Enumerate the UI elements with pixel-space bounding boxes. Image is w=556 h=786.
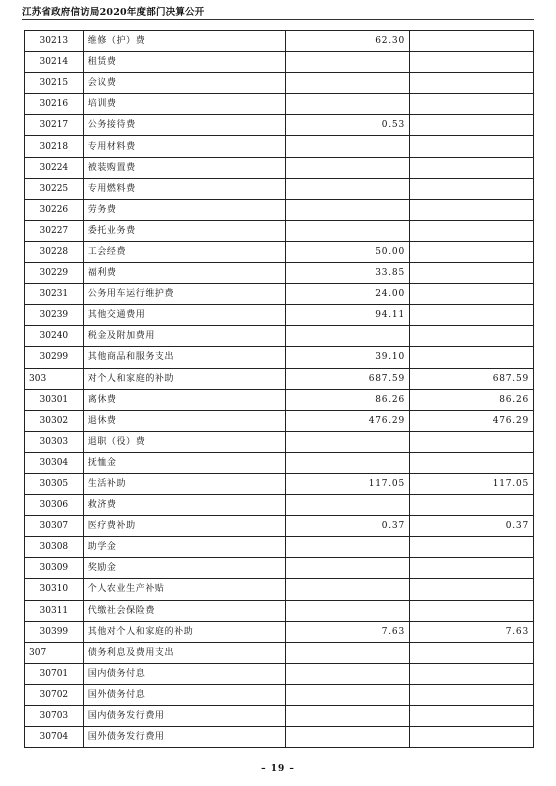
personnel-amount-cell: 7.63 [409,621,533,642]
code-cell: 30304 [25,452,84,473]
total-amount-cell: 33.85 [286,263,410,284]
table-row [25,241,534,262]
personnel-amount-cell [409,178,533,199]
personnel-amount-cell [409,642,533,663]
item-name-cell: 被装购置费 [83,157,285,178]
code-cell: 30299 [25,347,84,368]
total-amount-cell [286,495,410,516]
item-name-cell: 抚恤金 [83,452,285,473]
table-row [25,178,534,199]
total-amount-cell: 62.30 [286,31,410,52]
code-cell: 30229 [25,263,84,284]
item-name-cell: 其他商品和服务支出 [83,347,285,368]
table-row [25,537,534,558]
table-row [25,284,534,305]
table-row [25,410,534,431]
personnel-amount-cell [409,220,533,241]
personnel-amount-cell [409,600,533,621]
code-cell: 30307 [25,516,84,537]
total-amount-cell [286,600,410,621]
code-cell: 303 [25,368,84,389]
total-amount-cell [286,684,410,705]
item-name-cell: 国内债务发行费用 [83,706,285,727]
total-amount-cell: 476.29 [286,410,410,431]
item-name-cell: 专用燃料费 [83,178,285,199]
table-row [25,663,534,684]
table-row [25,706,534,727]
code-cell: 30302 [25,410,84,431]
page-number: – 19 – [261,764,295,774]
total-amount-cell: 0.37 [286,516,410,537]
item-name-cell: 其他交通费用 [83,305,285,326]
code-cell: 30704 [25,727,84,748]
total-amount-cell [286,220,410,241]
personnel-amount-cell: 86.26 [409,389,533,410]
code-cell: 30224 [25,157,84,178]
code-cell: 30216 [25,94,84,115]
personnel-amount-cell [409,31,533,52]
code-cell: 30228 [25,241,84,262]
total-amount-cell [286,73,410,94]
personnel-amount-cell [409,73,533,94]
item-name-cell: 退职（役）费 [83,431,285,452]
code-cell: 307 [25,642,84,663]
table-row [25,389,534,410]
total-amount-cell: 117.05 [286,473,410,494]
table-row [25,157,534,178]
total-amount-cell [286,94,410,115]
code-cell: 30305 [25,473,84,494]
personnel-amount-cell: 476.29 [409,410,533,431]
total-amount-cell: 0.53 [286,115,410,136]
total-amount-cell: 94.11 [286,305,410,326]
item-name-cell: 维修（护）费 [83,31,285,52]
item-name-cell: 公务接待费 [83,115,285,136]
code-cell: 30218 [25,136,84,157]
table-row [25,727,534,748]
total-amount-cell: 39.10 [286,347,410,368]
table-row [25,263,534,284]
code-cell: 30703 [25,706,84,727]
table-row [25,326,534,347]
total-amount-cell: 7.63 [286,621,410,642]
total-amount-cell [286,157,410,178]
code-cell: 30217 [25,115,84,136]
table-row [25,199,534,220]
item-name-cell: 国外债务发行费用 [83,727,285,748]
personnel-amount-cell [409,684,533,705]
code-cell: 30227 [25,220,84,241]
personnel-amount-cell [409,94,533,115]
code-cell: 30306 [25,495,84,516]
code-cell: 30702 [25,684,84,705]
item-name-cell: 公务用车运行维护费 [83,284,285,305]
table-row [25,31,534,52]
table-row [25,600,534,621]
personnel-amount-cell [409,495,533,516]
personnel-amount-cell: 687.59 [409,368,533,389]
item-name-cell: 债务利息及费用支出 [83,642,285,663]
code-cell: 30225 [25,178,84,199]
total-amount-cell [286,579,410,600]
item-name-cell: 工会经费 [83,241,285,262]
personnel-amount-cell: 117.05 [409,473,533,494]
personnel-amount-cell [409,558,533,579]
personnel-amount-cell [409,326,533,347]
item-name-cell: 租赁费 [83,52,285,73]
item-name-cell: 培训费 [83,94,285,115]
total-amount-cell [286,452,410,473]
total-amount-cell [286,326,410,347]
personnel-amount-cell [409,727,533,748]
personnel-amount-cell [409,284,533,305]
table-row [25,621,534,642]
table-row [25,684,534,705]
personnel-amount-cell [409,706,533,727]
item-name-cell: 代缴社会保险费 [83,600,285,621]
total-amount-cell [286,52,410,73]
item-name-cell: 医疗费补助 [83,516,285,537]
total-amount-cell [286,199,410,220]
code-cell: 30399 [25,621,84,642]
personnel-amount-cell [409,263,533,284]
total-amount-cell [286,663,410,684]
table-row [25,115,534,136]
item-name-cell: 福利费 [83,263,285,284]
personnel-amount-cell [409,157,533,178]
item-name-cell: 救济费 [83,495,285,516]
total-amount-cell [286,706,410,727]
table-row [25,73,534,94]
code-cell: 30301 [25,389,84,410]
item-name-cell: 会议费 [83,73,285,94]
item-name-cell: 奖励金 [83,558,285,579]
table-row [25,579,534,600]
table-row [25,558,534,579]
item-name-cell: 委托业务费 [83,220,285,241]
personnel-amount-cell [409,115,533,136]
table-row [25,94,534,115]
table-row [25,136,534,157]
personnel-amount-cell [409,305,533,326]
code-cell: 30701 [25,663,84,684]
category-row [25,368,534,389]
item-name-cell: 专用材料费 [83,136,285,157]
code-cell: 30213 [25,31,84,52]
item-name-cell: 离休费 [83,389,285,410]
table-row [25,347,534,368]
item-name-cell: 其他对个人和家庭的补助 [83,621,285,642]
personnel-amount-cell [409,579,533,600]
code-cell: 30303 [25,431,84,452]
item-name-cell: 税金及附加费用 [83,326,285,347]
personnel-amount-cell: 0.37 [409,516,533,537]
personnel-amount-cell [409,452,533,473]
item-name-cell: 助学金 [83,537,285,558]
item-name-cell: 生活补助 [83,473,285,494]
code-cell: 30215 [25,73,84,94]
code-cell: 30309 [25,558,84,579]
header-divider [22,19,534,20]
total-amount-cell [286,558,410,579]
code-cell: 30310 [25,579,84,600]
item-name-cell: 对个人和家庭的补助 [83,368,285,389]
table-row [25,52,534,73]
code-cell: 30240 [25,326,84,347]
total-amount-cell: 86.26 [286,389,410,410]
total-amount-cell [286,727,410,748]
personnel-amount-cell [409,241,533,262]
table-row [25,495,534,516]
table-row [25,220,534,241]
total-amount-cell: 50.00 [286,241,410,262]
category-row [25,642,534,663]
expenditure-table-body [25,31,534,748]
code-cell: 30239 [25,305,84,326]
expenditure-table [24,30,534,748]
table-row [25,516,534,537]
personnel-amount-cell [409,431,533,452]
item-name-cell: 国外债务付息 [83,684,285,705]
total-amount-cell: 24.00 [286,284,410,305]
table-row [25,473,534,494]
code-cell: 30226 [25,199,84,220]
page-header-title: 江苏省政府信访局2020年度部门决算公开 [22,7,205,18]
personnel-amount-cell [409,136,533,157]
personnel-amount-cell [409,199,533,220]
total-amount-cell [286,178,410,199]
personnel-amount-cell [409,537,533,558]
personnel-amount-cell [409,347,533,368]
total-amount-cell [286,431,410,452]
code-cell: 30311 [25,600,84,621]
item-name-cell: 劳务费 [83,199,285,220]
code-cell: 30308 [25,537,84,558]
code-cell: 30231 [25,284,84,305]
table-row [25,431,534,452]
total-amount-cell: 687.59 [286,368,410,389]
table-row [25,452,534,473]
total-amount-cell [286,642,410,663]
personnel-amount-cell [409,52,533,73]
personnel-amount-cell [409,663,533,684]
table-row [25,305,534,326]
code-cell: 30214 [25,52,84,73]
item-name-cell: 个人农业生产补贴 [83,579,285,600]
total-amount-cell [286,136,410,157]
item-name-cell: 国内债务付息 [83,663,285,684]
total-amount-cell [286,537,410,558]
item-name-cell: 退休费 [83,410,285,431]
